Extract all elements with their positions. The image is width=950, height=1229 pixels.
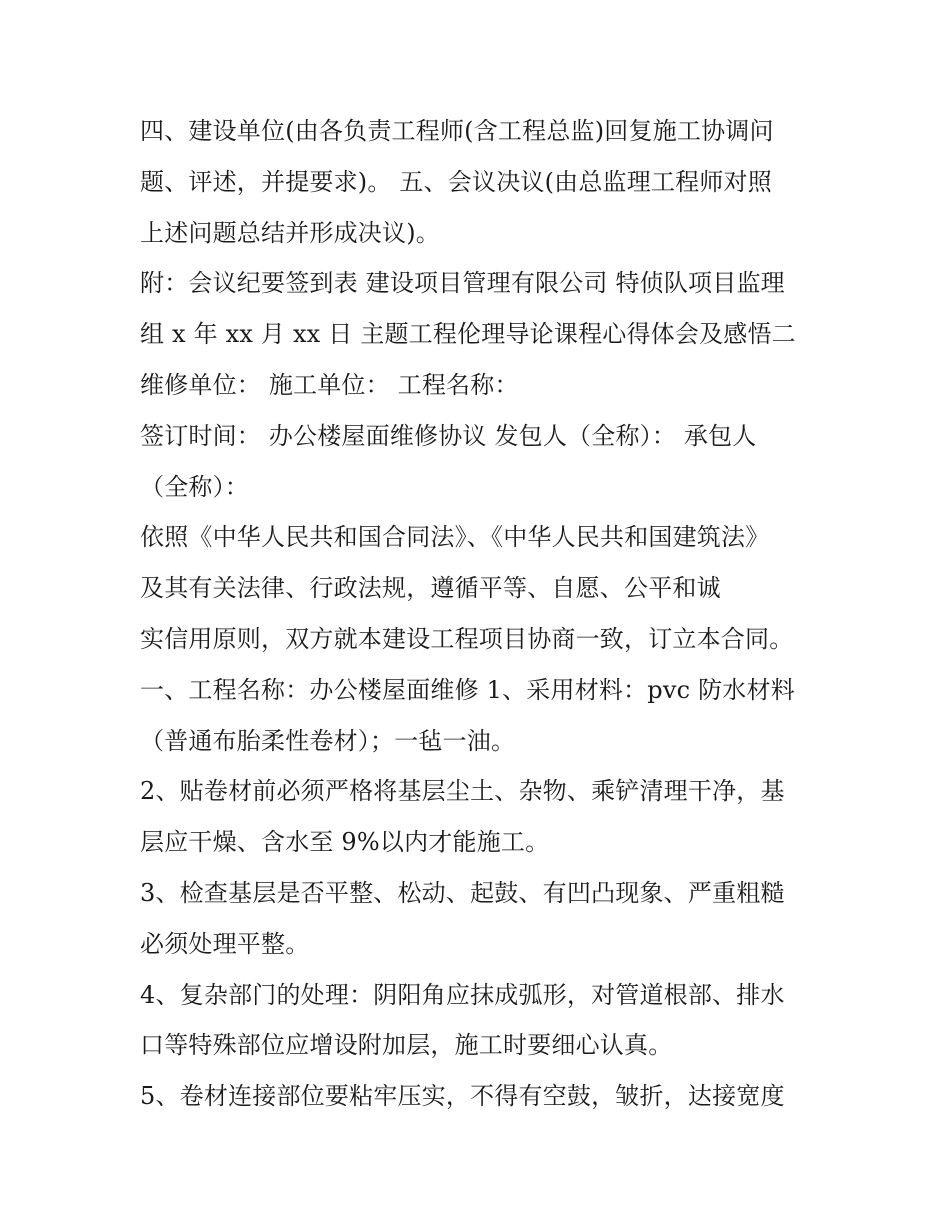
text-line: 组 x 年 xx 月 xx 日 主题工程伦理导论课程心得体会及感悟二 [140, 320, 796, 349]
text-line: （普通布胎柔性卷材）；一毡一油。 [140, 726, 516, 755]
text-line: 依照《中华人民共和国合同法》、《中华人民共和国建筑法》 [140, 523, 770, 552]
text-line: 实信用原则，双方就本建设工程项目协商一致，订立本合同。 [140, 624, 794, 653]
text-line: 及其有关法律、行政法规，遵循平等、自愿、公平和诚 [140, 574, 721, 603]
text-line: 一、工程名称：办公楼屋面维修 1、采用材料：pvc 防水材料 [140, 675, 795, 704]
text-line: 上述问题总结并形成决议)。 [140, 218, 440, 247]
text-line: 层应干燥、含水至 9%以内才能施工。 [140, 828, 550, 857]
text-line: 签订时间： 办公楼屋面维修协议 发包人（全称）： 承包人 [140, 421, 757, 450]
text-line: 四、建设单位(由各负责工程师(含工程总监)回复施工协调问 [140, 117, 774, 145]
text-line: 维修单位： 施工单位： 工程名称： [140, 370, 519, 399]
text-line: 附：会议纪要签到表 建设项目管理有限公司 特侦队项目监理 [140, 269, 785, 298]
text-line: 3、检查基层是否平整、松动、起鼓、有凹凸现象、严重粗糙 [140, 878, 785, 907]
text-line: 5、卷材连接部位要粘牢压实，不得有空鼓，皱折，达接宽度 [140, 1082, 785, 1111]
text-line: 题、评述，并提要求)。 五、会议决议(由总监理工程师对照 [140, 167, 772, 196]
text-line: 必须处理平整。 [140, 929, 310, 958]
text-line: （全称）： [140, 472, 249, 501]
text-line: 4、复杂部门的处理：阴阳角应抹成弧形，对管道根部、排水 [140, 980, 785, 1009]
text-line: 2、贴卷材前必须严格将基层尘土、杂物、乘铲清理干净，基 [140, 777, 785, 806]
text-line: 口等特殊部位应增设附加层，施工时要细心认真。 [140, 1031, 673, 1060]
document-body [140, 106, 810, 1122]
